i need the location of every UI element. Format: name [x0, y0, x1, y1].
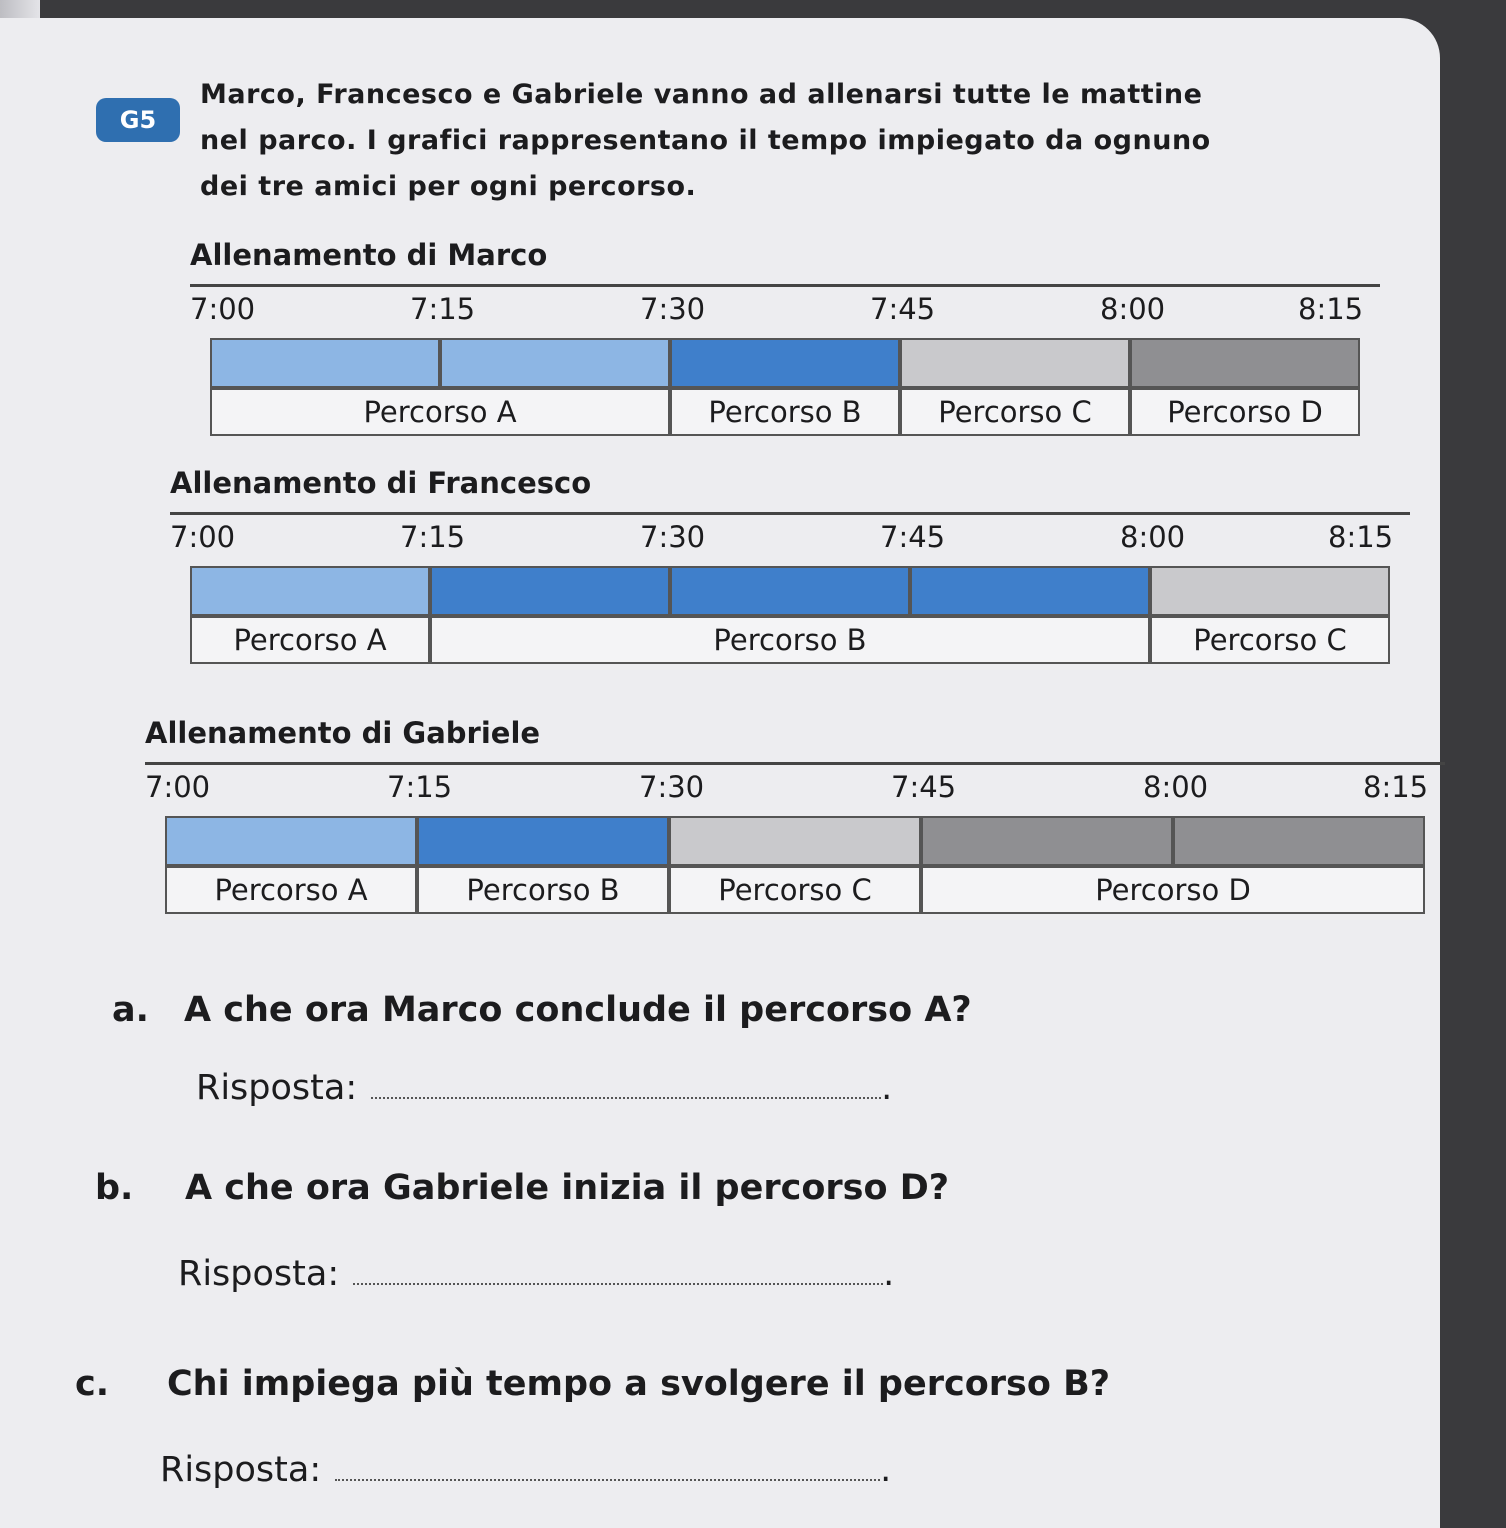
- question-c: [75, 1364, 1110, 1404]
- tick-label: 7:15: [410, 292, 476, 326]
- label-row: [190, 616, 1390, 664]
- answer-line-a[interactable]: [371, 1096, 881, 1099]
- time-bar: [165, 816, 1425, 866]
- segment-label-a: Percorso A: [165, 866, 417, 914]
- exercise-badge: G5: [96, 98, 180, 142]
- segment-a: [190, 566, 430, 616]
- segment-label-b: Percorso B: [430, 616, 1150, 664]
- chart-rule: [190, 284, 1380, 287]
- tick-label: 7:30: [640, 520, 706, 554]
- time-bar: [210, 338, 1360, 388]
- chart-rule: [170, 512, 1410, 515]
- segment-d: [921, 816, 1173, 866]
- intro-line: nel parco. I grafici rappresentano il tempo impiegato da ognuno: [200, 125, 1211, 156]
- answer-period: .: [880, 1450, 892, 1490]
- tick-label: 8:15: [1298, 292, 1364, 326]
- tick-label: 7:45: [891, 770, 957, 804]
- question-letter: a.: [112, 990, 149, 1030]
- segment-label-c: Percorso C: [900, 388, 1130, 436]
- chart-title: Allenamento di Francesco: [170, 466, 592, 500]
- answer-line-c[interactable]: [335, 1478, 880, 1481]
- segment-a: [440, 338, 670, 388]
- tick-label: 8:00: [1143, 770, 1209, 804]
- tick-label: 8:00: [1100, 292, 1166, 326]
- segment-c: [669, 816, 921, 866]
- segment-c: [900, 338, 1130, 388]
- chart-francesco: [170, 466, 1410, 681]
- answer-period: .: [883, 1254, 895, 1294]
- label-row: [165, 866, 1425, 914]
- question-text: A che ora Gabriele inizia il percorso D?: [185, 1168, 950, 1208]
- question-letter: c.: [75, 1364, 110, 1404]
- answer-a: [196, 1068, 892, 1108]
- question-a: [112, 990, 972, 1030]
- intro-line: dei tre amici per ogni percorso.: [200, 171, 697, 202]
- answer-c: [160, 1450, 891, 1490]
- segment-label-a: Percorso A: [190, 616, 430, 664]
- answer-period: .: [881, 1068, 893, 1108]
- segment-d: [1173, 816, 1425, 866]
- tick-label: 8:15: [1328, 520, 1394, 554]
- segment-a: [210, 338, 440, 388]
- segment-b: [417, 816, 669, 866]
- tick-label: 7:45: [870, 292, 936, 326]
- exercise-intro: [200, 72, 1350, 210]
- tick-label: 7:15: [387, 770, 453, 804]
- tick-label: 7:30: [640, 292, 706, 326]
- segment-label-a: Percorso A: [210, 388, 670, 436]
- segment-a: [165, 816, 417, 866]
- tick-label: 7:15: [400, 520, 466, 554]
- segment-label-c: Percorso C: [669, 866, 921, 914]
- answer-line-b[interactable]: [353, 1282, 883, 1285]
- segment-label-d: Percorso D: [1130, 388, 1360, 436]
- tick-label: 7:45: [880, 520, 946, 554]
- question-letter: b.: [95, 1168, 134, 1208]
- tick-label: 7:00: [170, 520, 236, 554]
- tick-label: 8:15: [1363, 770, 1429, 804]
- chart-gabriele: [145, 716, 1445, 946]
- chart-title: Allenamento di Gabriele: [145, 716, 541, 750]
- intro-line: Marco, Francesco e Gabriele vanno ad allenarsi tutte le mattine: [200, 79, 1203, 110]
- segment-b: [910, 566, 1150, 616]
- tick-label: 7:30: [639, 770, 705, 804]
- answer-label: Risposta:: [160, 1450, 322, 1490]
- chart-rule: [145, 762, 1445, 765]
- chart-title: Allenamento di Marco: [190, 238, 548, 272]
- time-bar: [190, 566, 1390, 616]
- segment-b: [670, 566, 910, 616]
- answer-label: Risposta:: [178, 1254, 340, 1294]
- answer-b: [178, 1254, 894, 1294]
- question-text: A che ora Marco conclude il percorso A?: [184, 990, 972, 1030]
- segment-d: [1130, 338, 1360, 388]
- segment-label-d: Percorso D: [921, 866, 1425, 914]
- segment-c: [1150, 566, 1390, 616]
- tick-label: 7:00: [190, 292, 256, 326]
- segment-label-b: Percorso B: [670, 388, 900, 436]
- segment-b: [430, 566, 670, 616]
- tick-label: 8:00: [1120, 520, 1186, 554]
- chart-marco: [190, 238, 1380, 438]
- question-text: Chi impiega più tempo a svolgere il percorso B?: [167, 1364, 1111, 1404]
- segment-b: [670, 338, 900, 388]
- question-b: [95, 1168, 949, 1208]
- tick-label: 7:00: [145, 770, 211, 804]
- segment-label-b: Percorso B: [417, 866, 669, 914]
- segment-label-c: Percorso C: [1150, 616, 1390, 664]
- label-row: [210, 388, 1360, 436]
- answer-label: Risposta:: [196, 1068, 358, 1108]
